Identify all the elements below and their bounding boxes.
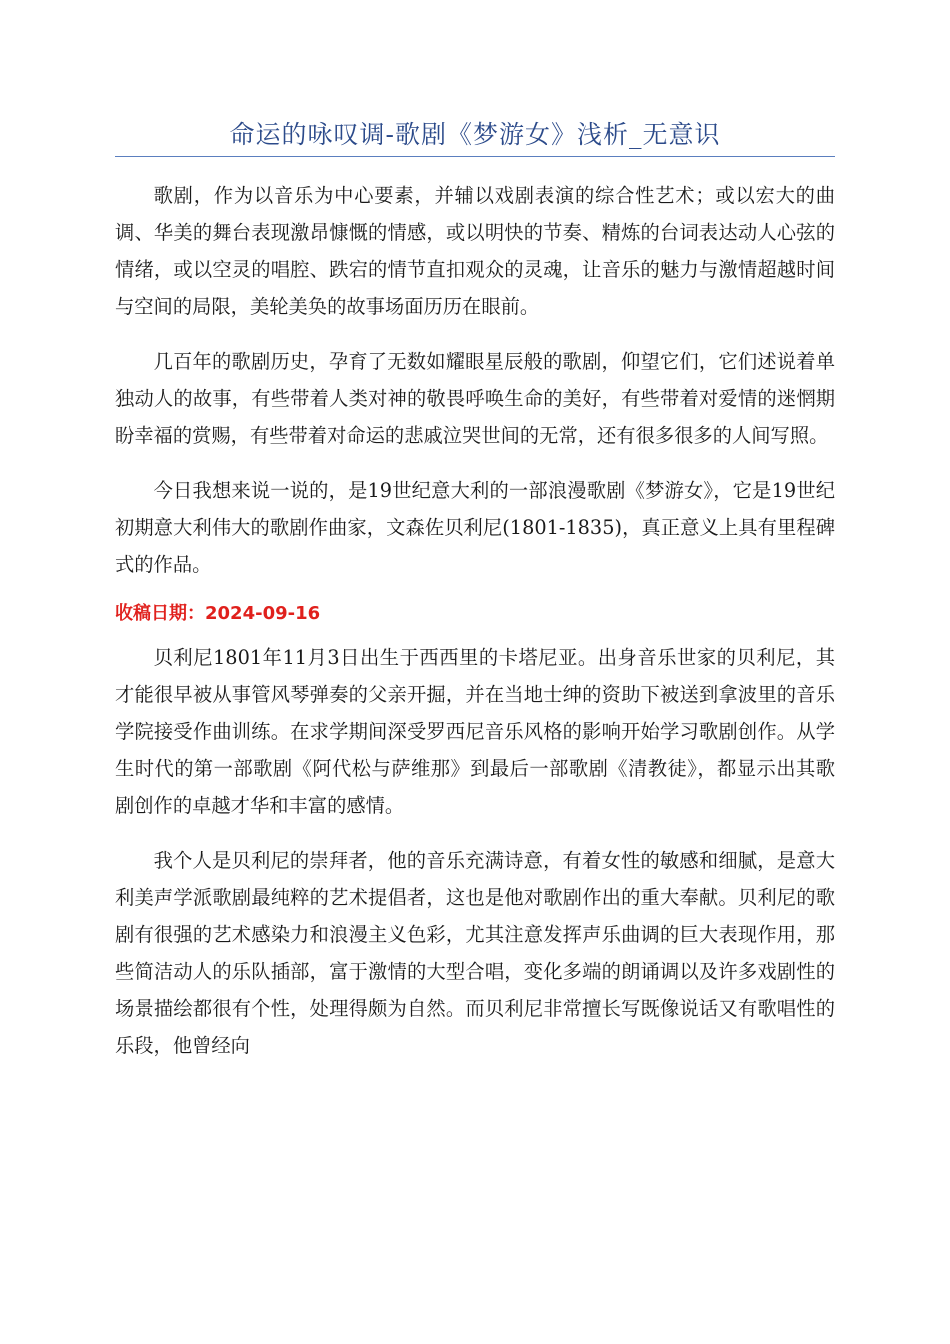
paragraph-intro: 歌剧，作为以音乐为中心要素，并辅以戏剧表演的综合性艺术；或以宏大的曲调、华美的舞台表现激昂慷慨的情感，或以明快的节奏、精炼的台词表达动人心弦的情绪，或以空灵的唱腔、跌宕的情节直扣观众的灵魂，让音乐的魅力与激情超越时间与空间的局限，美轮美奂的故事场面历历在眼前。 xyxy=(115,184,835,318)
received-date: 收稿日期：2024-09-16 xyxy=(115,603,321,624)
document-page xyxy=(115,0,835,1064)
document-title: 命运的咏叹调-歌剧《梦游女》浅析_无意识 xyxy=(229,120,721,149)
paragraph-appreciation: 我个人是贝利尼的崇拜者，他的音乐充满诗意，有着女性的敏感和细腻，是意大利美声学派歌剧最纯粹的艺术提倡者，这也是他对歌剧作出的重大奉献。贝利尼的歌剧有很强的艺术感染力和浪漫主义色彩，尤其注意发挥声乐曲调的巨大表现作用，那些简洁动人的乐队插部，富于激情的大型合唱，变化多端的朗诵调以及许多戏剧性的场景描绘都很有个性，处理得颇为自然。而贝利尼非常擅长写既像说话又有歌唱性的乐段，他曾经向 xyxy=(115,849,835,1057)
paragraph-biography: 贝利尼1801年11月3日出生于西西里的卡塔尼亚。出身音乐世家的贝利尼，其才能很早被从事管风琴弹奏的父亲开掘，并在当地士绅的资助下被送到拿波里的音乐学院接受作曲训练。在求学期间深受罗西尼音乐风格的影响开始学习歌剧创作。从学生时代的第一部歌剧《阿代松与萨维那》到最后一部歌剧《清教徒》，都显示出其歌剧创作的卓越才华和丰富的感情。 xyxy=(115,646,835,817)
title-divider xyxy=(115,156,835,157)
paragraph-history: 几百年的歌剧历史，孕育了无数如耀眼星辰般的歌剧，仰望它们，它们述说着单独动人的故事，有些带着人类对神的敬畏呼唤生命的美好，有些带着对爱情的迷惘期盼幸福的赏赐，有些带着对命运的悲戚泣哭世间的无常，还有很多很多的人间写照。 xyxy=(115,350,835,447)
paragraph-topic: 今日我想来说一说的，是19世纪意大利的一部浪漫歌剧《梦游女》，它是19世纪初期意大利伟大的歌剧作曲家，文森佐贝利尼(1801-1835)，真正意义上具有里程碑式的作品。 xyxy=(115,479,835,576)
